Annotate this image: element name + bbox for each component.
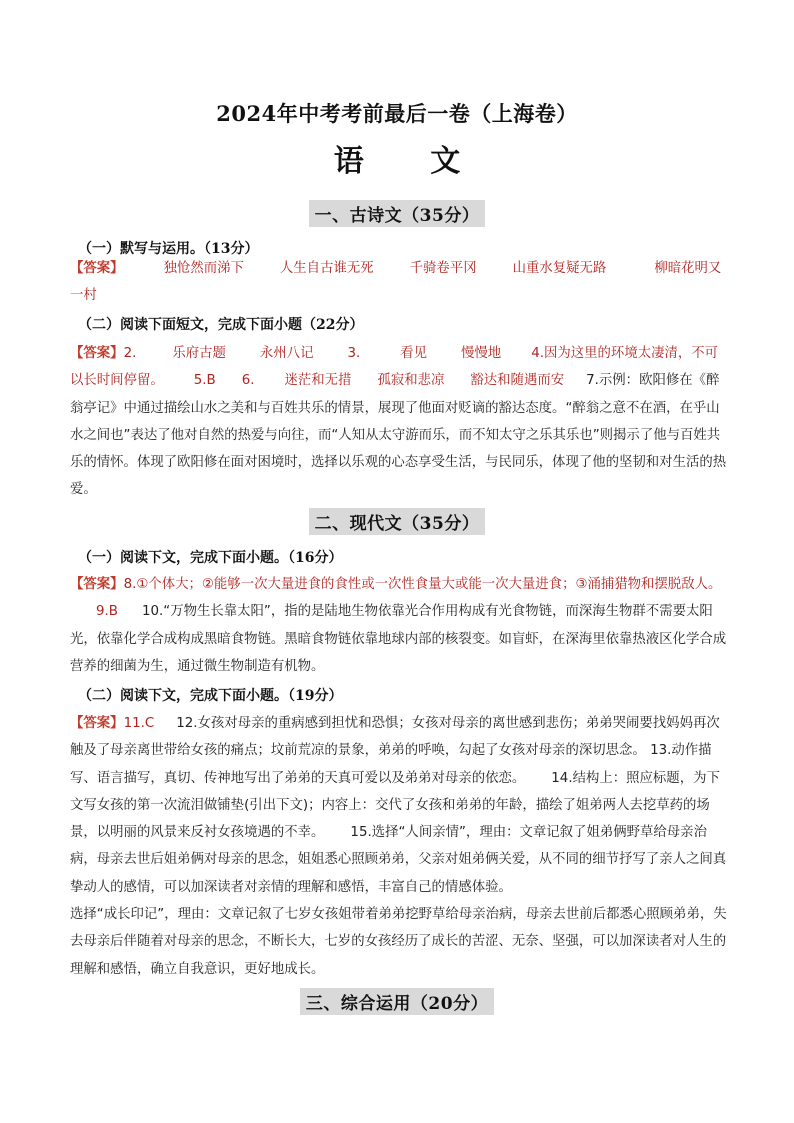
subsection-heading-1-1: （一）默写与运用。（13分） — [78, 241, 259, 257]
section-heading-3 — [0, 988, 794, 1015]
subsection-heading-2-2: （二）阅读下文，完成下面小题。（19分） — [78, 688, 343, 704]
exam-title: 2024年中考考前最后一卷（上海卷） — [216, 101, 578, 126]
subsection-heading-1-2: （二）阅读下面短文，完成下面小题（22分） — [78, 317, 364, 333]
section-heading-2 — [0, 508, 794, 535]
subject-title: 语 文 — [333, 144, 489, 179]
answer-item: 独怆然而涕下 — [163, 261, 244, 276]
section-heading-1-text: 一、古诗文（35分） — [309, 200, 486, 227]
answer-tag: 【答案】 — [70, 346, 124, 361]
answer-tag: 【答案】 — [70, 261, 124, 276]
answer-tag: 【答案】 — [70, 577, 124, 592]
section-heading-3-text: 三、综合运用（20分） — [300, 988, 494, 1015]
answer-block-1-2: 【答案】2. 乐府古题 永州八记 3. 看见 慢慢地 4.因为这里的环境太凄清，不可以长时间停留。 5.B 6. 迷茫和无措 孤寂和悲凉 豁达和随遇而安 7.示例：欧阳修在《醉翁亭记》中通过描绘山水之美和与百姓共乐的情景，展现了他面对贬谪的豁达态度。“醉翁之意不在酒，在乎山水之间也”表达了他对自然的热爱与向往，而“人知从太守游而乐，而不知太守之乐其乐也”则揭示了他与百姓共乐的情怀。体现了欧阳修在面对困境时，选择以乐观的心态享受生活，与民同乐，体现了他的坚韧和对生活的热爱。 — [70, 346, 727, 498]
answer-tag: 【答案】 — [70, 716, 124, 731]
subsection-heading-2-1: （一）阅读下文，完成下面小题。（16分） — [78, 550, 343, 566]
section-heading-2-text: 二、现代文（35分） — [309, 508, 486, 535]
answer-item: 山重水复疑无路 — [512, 261, 607, 276]
answer-item: 人生自古谁无死 — [279, 261, 374, 276]
section-heading-1 — [0, 200, 794, 227]
answer-block-2-1: 【答案】8.①个体大；②能够一次大量进食的食性或一次性食量大或能一次大量进食；③涌捕猎物和摆脱敌人。9.B 10.“万物生长靠太阳”，指的是陆地生物依靠光合作用构成有光食物链，而深海生物群不需要太阳光，依靠化学合成构成黑暗食物链。黑暗食物链依靠地球内部的核裂变。如盲虾，在深海里依靠热液区化学合成营养的细菌为生，通过微生物制造有机物。 — [70, 577, 727, 674]
answer-block-1-1 — [70, 255, 730, 310]
answer-item: 千骑卷平冈 — [409, 261, 477, 276]
answer-item: 柳暗花明又一村 — [70, 261, 722, 304]
answer-block-2-2: 【答案】11.C 12.女孩对母亲的重病感到担忧和恐惧；女孩对母亲的离世感到悲伤；弟弟哭闹要找妈妈再次触及了母亲离世带给女孩的痛点；坟前荒凉的景象，弟弟的呼唤，勾起了女孩对母亲的深切思念。 13.动作描写、语言描写，真切、传神地写出了弟弟的天真可爱以及弟弟对母亲的依恋。 14.结构上：照应标题，为下文写女孩的第一次流泪做铺垫(引出下文)；内容上：交代了女孩和弟弟的年龄，描绘了姐弟两人去挖草药的场景，以明丽的风景来反衬女孩境遇的不幸。 15.选择“人间亲情”，理由：文章记叙了姐弟俩野草给母亲治病，母亲去世后姐弟俩对母亲的思念，姐姐悉心照顾弟弟，父亲对姐弟俩关爱，从不同的细节抒写了亲人之间真挚动人的感情，可以加深读者对亲情的理解和感悟，丰富自己的情感体验。 选择“成长印记”，理由：文章记叙了七岁女孩姐带着弟弟挖野草给母亲治病，母亲去世前后都悉心照顾弟弟，失去母亲后伴随着对母亲的思念，不断长大，七岁的女孩经历了成长的苦涩、无奈、坚强，可以加深读者对人生的理解和感悟，确立自我意识，更好地成长。 — [70, 716, 727, 977]
